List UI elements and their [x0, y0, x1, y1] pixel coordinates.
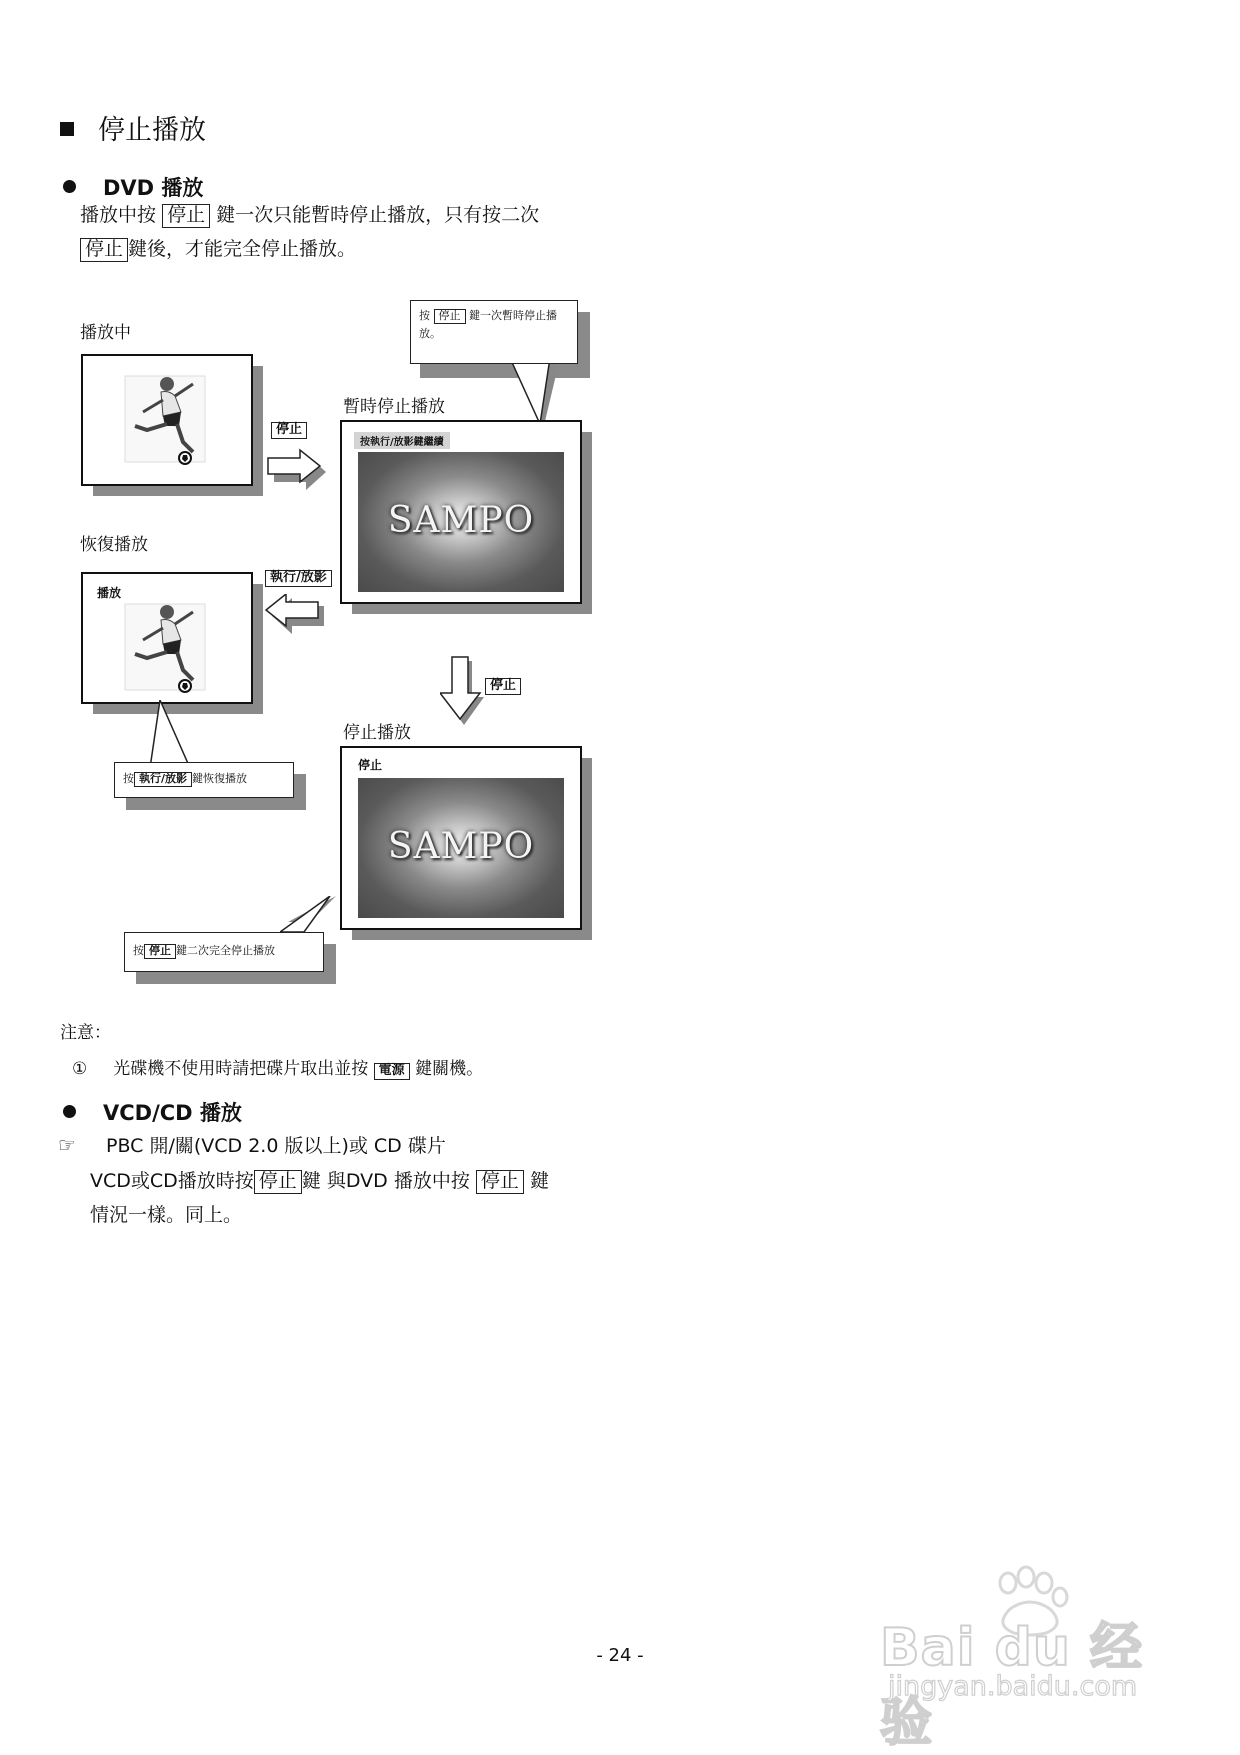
note-label: 注意：: [60, 1023, 111, 1043]
label-resume: 恢復播放: [80, 535, 148, 555]
watermark-url: jingyan.baidu.com: [888, 1671, 1138, 1702]
hand-pointer-icon: ☞: [58, 1133, 76, 1157]
section-title: 停止播放: [60, 108, 206, 147]
stop-key: 停止: [144, 944, 176, 959]
bullet-icon: [63, 1105, 76, 1118]
resume-screen-text: 播放: [97, 586, 122, 600]
playing-screen: [81, 354, 253, 486]
label-stopped: 停止播放: [343, 723, 411, 743]
stop-key: 停止: [271, 422, 307, 439]
vcd-heading: VCD/CD 播放: [63, 1097, 242, 1127]
watermark-logo: Bai du 经验: [880, 1618, 1143, 1753]
stop-key: 停止: [485, 678, 521, 695]
paused-screen: [340, 420, 582, 604]
left-arrow-icon: [264, 594, 336, 634]
stop-key: 停止: [476, 1170, 524, 1194]
dvd-heading: DVD 播放: [63, 172, 203, 202]
right-arrow-icon: [266, 448, 334, 490]
callout-full-stop: 按 停止 鍵二次完全停止播放: [124, 932, 324, 972]
sampo-logo-screen: [358, 452, 564, 592]
soccer-player-image: [83, 574, 251, 702]
down-arrow-icon: [440, 655, 490, 727]
vcd-paragraph: VCD或CD播放時按 停止 鍵 與DVD 播放中按 停止 鍵 情況一樣。同上。: [90, 1170, 549, 1226]
baidu-watermark: [880, 1565, 1170, 1753]
label-paused: 暫時停止播放: [343, 397, 445, 417]
stopped-screen-text: 停止: [358, 758, 383, 772]
play-key: 執行/放影: [265, 570, 332, 587]
power-key: 電源: [374, 1063, 410, 1080]
sampo-logo: SAMPO: [387, 500, 535, 541]
callout-pointer: [280, 896, 340, 936]
dvd-paragraph: 播放中按 停止 鍵一次只能暫時停止播放，只有按二次 停止 鍵後，才能完全停止播放。: [80, 204, 540, 260]
circled-one-icon: ①: [72, 1059, 88, 1079]
stopped-screen: [340, 746, 582, 930]
page-number: - 24 -: [596, 1645, 644, 1666]
pbc-line: ☞ PBC 開/關(VCD 2.0 版以上)或 CD 碟片: [58, 1128, 446, 1163]
sampo-logo: SAMPO: [387, 826, 535, 867]
paused-banner: 按執行/放影鍵繼續: [354, 432, 450, 449]
note-item: ① 光碟機不使用時請把碟片取出並按 電源 鍵關機。: [72, 1059, 484, 1079]
play-key: 執行/放影: [134, 772, 192, 787]
stop-key: 停止: [162, 204, 210, 228]
callout-pause: 按 停止 鍵一次暫時停止播放。: [410, 300, 578, 364]
stop-key: 停止: [434, 309, 466, 324]
label-playing: 播放中: [80, 323, 131, 343]
stop-key: 停止: [254, 1170, 302, 1194]
sampo-logo-screen: [358, 778, 564, 918]
stop-key: 停止: [80, 238, 128, 262]
callout-resume: 按 執行/放影 鍵恢復播放: [114, 762, 294, 798]
soccer-player-image: [83, 356, 251, 484]
resume-screen: [81, 572, 253, 704]
